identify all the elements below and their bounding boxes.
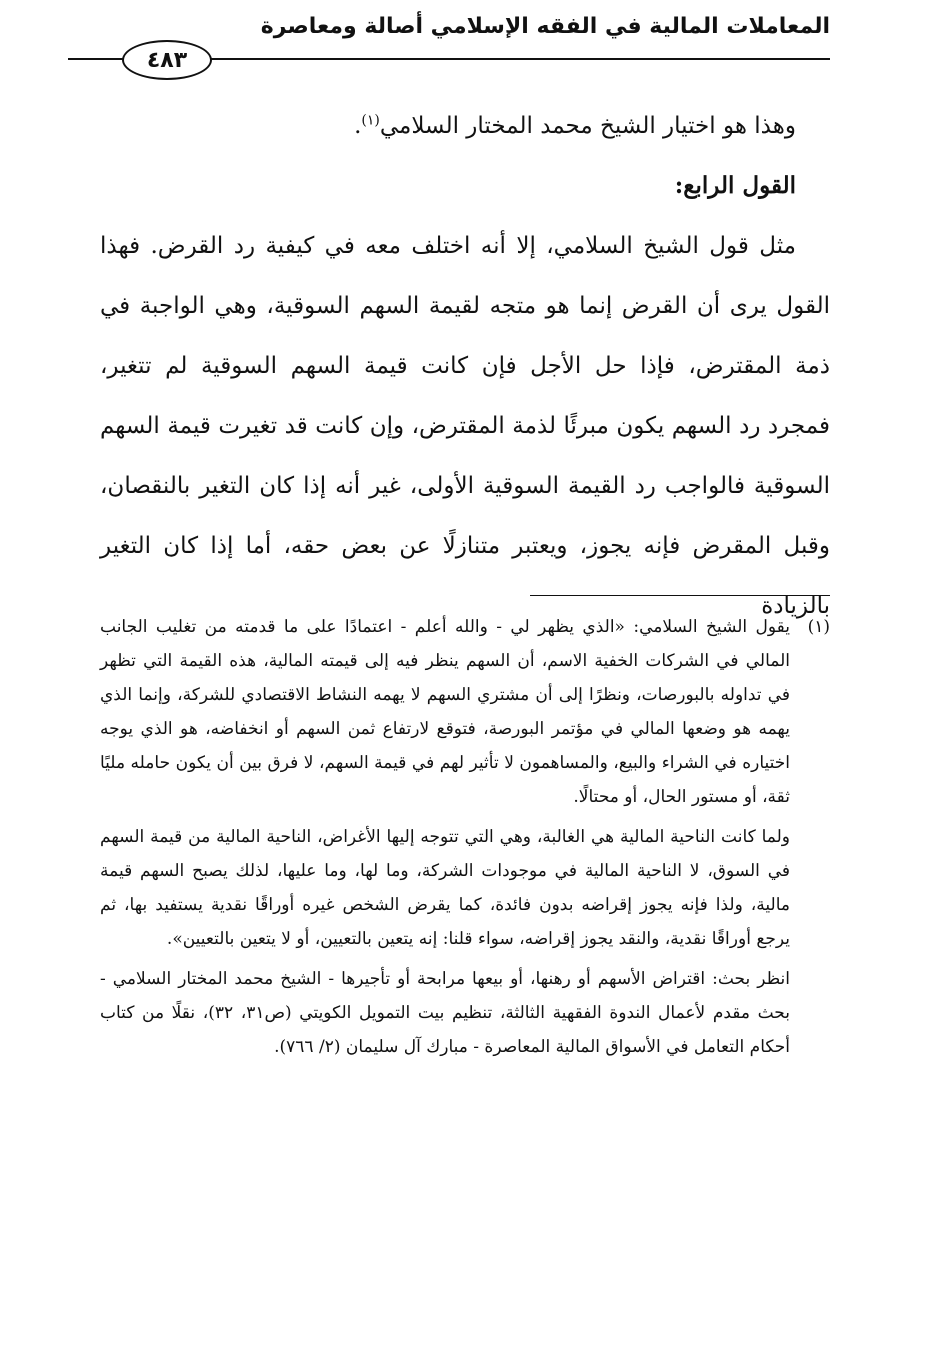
footnote-quote: يقول الشيخ السلامي: «الذي يظهر لي - والله أعلم - اعتمادًا على ما قدمته من تغليب الجانب المالي في الشركات الخفية الاسم، أن السهم ينظر فيه إلى قيمته المالية، هذه القيمة التي تظهر في تداوله بالبورصات، ونظرًا إلى أن مشتري السهم لا يهمه النشاط الاقتصادي للشركة، وإنما الذي يهمه هو وضعها المالي في مؤتمر البورصة، فتوقع لارتفاع ثمن السهم أو انخفاضه، هو الذي يوجه اختياره في الشراء والبيع، والمساهمون لا تأثير لهم في قيمة السهم، لا فرق بين أن يكون حامله مليًا ثقة، أو مستور الحال، أو محتالًا. <box>100 617 790 807</box>
footnote-body <box>100 610 790 1064</box>
intro-text: وهذا هو اختيار الشيخ محمد المختار السلامي <box>379 113 796 139</box>
footnote-source: انظر بحث: اقتراض الأسهم أو رهنها، أو بيعها مرابحة أو تأجيرها - الشيخ محمد المختار السلامي - بحث مقدم لأعمال الندوة الفقهية الثالثة، تنظيم بيت التمويل الكويتي (ص٣١، ٣٢)، نقلًا من كتاب أحكام التعامل في الأسواق المالية المعاصرة - مبارك آل سليمان (٢/ ٧٦٦). <box>100 969 790 1057</box>
footnote-1 <box>100 610 830 1064</box>
main-text <box>100 96 830 636</box>
footnote-separator <box>530 595 830 596</box>
page-number-badge: ٤٨٣ <box>122 40 212 80</box>
running-title: المعاملات المالية في الفقه الإسلامي أصالة ومعاصرة <box>260 14 830 39</box>
footnote-reference: (١) <box>361 112 380 129</box>
intro-line <box>100 96 830 156</box>
footnote-quote-continued: ولما كانت الناحية المالية هي الغالبة، وهي التي تتوجه إليها الأغراض، الناحية المالية من قيمة السهم في السوق، لا الناحية المالية في موجودات الشركة، وما لها، وما عليها، لذلك يصبح السهم قيمة مالية، ولذا فإنه يجوز إقراضه بدون فائدة، كما يقرض الشخص غيره أوراقًا نقدية يستفيد بها، ثم يرجع أوراقًا نقدية، والنقد يجوز إقراضه، سواء قلنا: إنه يتعين بالتعيين، أو لا يتعين بالتعيين». <box>100 827 790 949</box>
footnotes <box>100 610 830 1064</box>
body-paragraph: مثل قول الشيخ السلامي، إلا أنه اختلف معه في كيفية رد القرض. فهذا القول يرى أن القرض إنما هو متجه لقيمة السهم السوقية، وهي الواجبة في ذمة المقترض، فإذا حل الأجل فإن كانت قيمة السهم السوقية لم تتغير، فمجرد رد السهم يكون مبرئًا لذمة المقترض، وإن كانت قد تغيرت قيمة السهم السوقية فالواجب رد القيمة السوقية الأولى، غير أنه إذا كان التغير بالنقصان، وقبل المقرض فإنه يجوز، ويعتبر متنازلًا عن بعض حقه، أما إذا كان التغير بالزيادة <box>100 233 830 619</box>
section-heading: القول الرابع: <box>674 172 796 199</box>
intro-end: . <box>354 113 362 139</box>
footnote-marker: (١) <box>807 617 830 637</box>
